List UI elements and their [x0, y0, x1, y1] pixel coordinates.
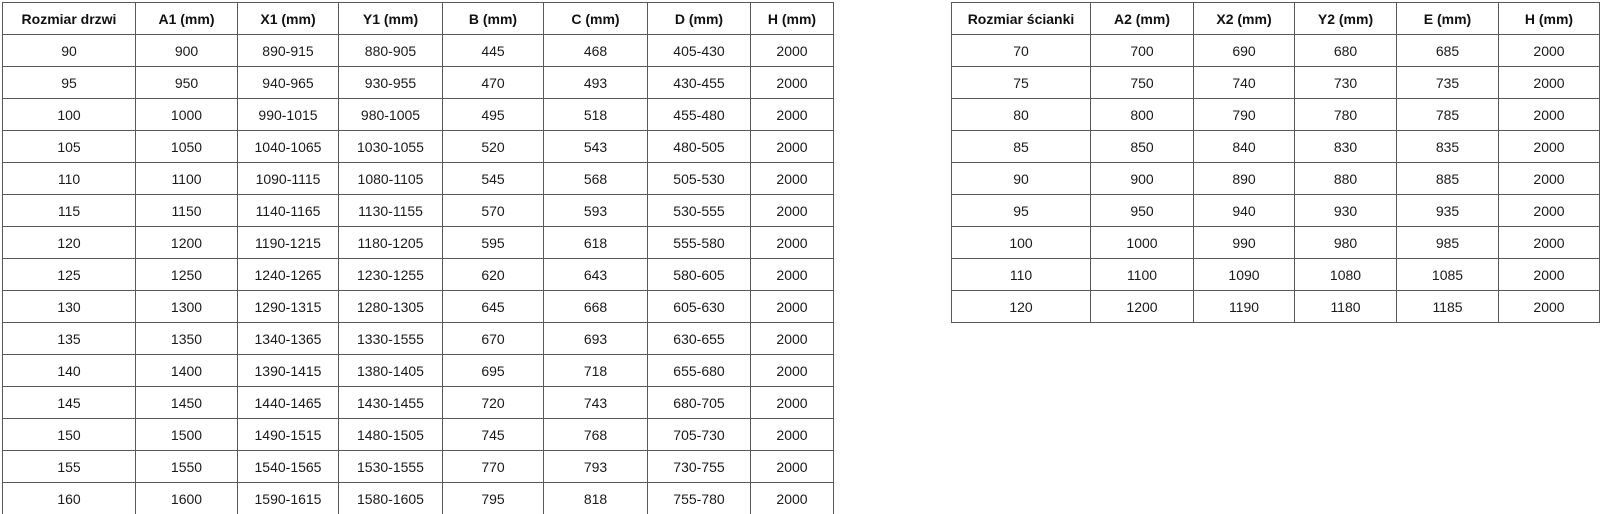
table-cell: 690 [1194, 35, 1295, 67]
table-cell: 755-780 [648, 483, 751, 514]
table-cell: 1100 [136, 163, 238, 195]
table-cell: 740 [1194, 67, 1295, 99]
table-cell: 518 [544, 99, 648, 131]
table-cell: 125 [3, 259, 136, 291]
table-cell: 1550 [136, 451, 238, 483]
table-cell: 670 [443, 323, 544, 355]
table-cell: 1540-1565 [238, 451, 339, 483]
table-cell: 1230-1255 [339, 259, 443, 291]
table-cell: 668 [544, 291, 648, 323]
table-cell: 643 [544, 259, 648, 291]
table-cell: 1080 [1295, 259, 1397, 291]
table-cell: 818 [544, 483, 648, 514]
table-cell: 900 [1091, 163, 1194, 195]
table-cell: 468 [544, 35, 648, 67]
table-cell: 545 [443, 163, 544, 195]
table-cell: 985 [1397, 227, 1499, 259]
table-cell: 840 [1194, 131, 1295, 163]
table-cell: 1300 [136, 291, 238, 323]
table-cell: 830 [1295, 131, 1397, 163]
column-header: H (mm) [1499, 3, 1600, 35]
table-cell: 110 [952, 259, 1091, 291]
table-cell: 1580-1605 [339, 483, 443, 514]
table-cell: 980 [1295, 227, 1397, 259]
table-row [3, 323, 834, 355]
column-header: X2 (mm) [1194, 3, 1295, 35]
table-cell: 1440-1465 [238, 387, 339, 419]
table-cell: 75 [952, 67, 1091, 99]
table-cell: 890-915 [238, 35, 339, 67]
table-cell: 1185 [1397, 291, 1499, 323]
table-cell: 1280-1305 [339, 291, 443, 323]
table-cell: 2000 [751, 387, 834, 419]
table-cell: 750 [1091, 67, 1194, 99]
table-cell: 2000 [1499, 99, 1600, 131]
column-header: D (mm) [648, 3, 751, 35]
table-cell: 95 [952, 195, 1091, 227]
table-cell: 1190 [1194, 291, 1295, 323]
table-cell: 505-530 [648, 163, 751, 195]
table-cell: 800 [1091, 99, 1194, 131]
table-cell: 780 [1295, 99, 1397, 131]
table-cell: 705-730 [648, 419, 751, 451]
table-cell: 405-430 [648, 35, 751, 67]
column-header: Y2 (mm) [1295, 3, 1397, 35]
table-cell: 90 [3, 35, 136, 67]
table-cell: 2000 [751, 67, 834, 99]
table-cell: 110 [3, 163, 136, 195]
table-cell: 430-455 [648, 67, 751, 99]
header-row [952, 3, 1600, 35]
table-cell: 1400 [136, 355, 238, 387]
table-cell: 1450 [136, 387, 238, 419]
table-cell: 1340-1365 [238, 323, 339, 355]
table-cell: 2000 [751, 451, 834, 483]
column-header: B (mm) [443, 3, 544, 35]
table-cell: 1200 [136, 227, 238, 259]
table-cell: 455-480 [648, 99, 751, 131]
table-row [3, 67, 834, 99]
table-cell: 1180-1205 [339, 227, 443, 259]
column-header: Rozmiar drzwi [3, 3, 136, 35]
table-cell: 1350 [136, 323, 238, 355]
table-cell: 1140-1165 [238, 195, 339, 227]
table-cell: 1290-1315 [238, 291, 339, 323]
table-cell: 130 [3, 291, 136, 323]
table-cell: 100 [952, 227, 1091, 259]
table-cell: 105 [3, 131, 136, 163]
table-cell: 940-965 [238, 67, 339, 99]
table-cell: 2000 [751, 483, 834, 514]
table-cell: 890 [1194, 163, 1295, 195]
table-cell: 880-905 [339, 35, 443, 67]
table-cell: 793 [544, 451, 648, 483]
table-cell: 70 [952, 35, 1091, 67]
table-cell: 1090 [1194, 259, 1295, 291]
table-cell: 1085 [1397, 259, 1499, 291]
table-cell: 1150 [136, 195, 238, 227]
table-cell: 2000 [1499, 227, 1600, 259]
table-row [952, 35, 1600, 67]
table-cell: 885 [1397, 163, 1499, 195]
column-header: A1 (mm) [136, 3, 238, 35]
table-cell: 493 [544, 67, 648, 99]
table-cell: 120 [952, 291, 1091, 323]
table-cell: 770 [443, 451, 544, 483]
table-cell: 155 [3, 451, 136, 483]
table-cell: 120 [3, 227, 136, 259]
table-row [952, 67, 1600, 99]
table-cell: 930-955 [339, 67, 443, 99]
table-cell: 520 [443, 131, 544, 163]
table-cell: 693 [544, 323, 648, 355]
table-cell: 100 [3, 99, 136, 131]
table-cell: 1240-1265 [238, 259, 339, 291]
table-cell: 2000 [751, 323, 834, 355]
table-cell: 2000 [751, 291, 834, 323]
table-cell: 2000 [751, 99, 834, 131]
table-row [952, 259, 1600, 291]
table-row [3, 451, 834, 483]
table-row [3, 291, 834, 323]
table-cell: 785 [1397, 99, 1499, 131]
table-cell: 743 [544, 387, 648, 419]
table-cell: 685 [1397, 35, 1499, 67]
column-header: H (mm) [751, 3, 834, 35]
column-header: Rozmiar ścianki [952, 3, 1091, 35]
table-cell: 730 [1295, 67, 1397, 99]
table-cell: 2000 [751, 131, 834, 163]
table-cell: 593 [544, 195, 648, 227]
table-cell: 1600 [136, 483, 238, 514]
table-row [3, 35, 834, 67]
table-cell: 140 [3, 355, 136, 387]
table-cell: 700 [1091, 35, 1194, 67]
table-cell: 1030-1055 [339, 131, 443, 163]
table-cell: 1250 [136, 259, 238, 291]
wall-size-table [951, 2, 1600, 323]
table-cell: 1000 [1091, 227, 1194, 259]
table-cell: 950 [136, 67, 238, 99]
table-cell: 718 [544, 355, 648, 387]
table-cell: 720 [443, 387, 544, 419]
table-cell: 530-555 [648, 195, 751, 227]
table-row [3, 419, 834, 451]
table-cell: 1090-1115 [238, 163, 339, 195]
table-row [3, 195, 834, 227]
table-cell: 150 [3, 419, 136, 451]
table-cell: 2000 [751, 195, 834, 227]
table-row [952, 163, 1600, 195]
table-cell: 1050 [136, 131, 238, 163]
table-cell: 655-680 [648, 355, 751, 387]
header-row [3, 3, 834, 35]
table-row [3, 259, 834, 291]
table-cell: 85 [952, 131, 1091, 163]
table-cell: 2000 [751, 227, 834, 259]
table-cell: 1200 [1091, 291, 1194, 323]
table-cell: 1100 [1091, 259, 1194, 291]
table-cell: 790 [1194, 99, 1295, 131]
table-row [3, 355, 834, 387]
table-cell: 680-705 [648, 387, 751, 419]
table-cell: 2000 [1499, 35, 1600, 67]
table-cell: 2000 [1499, 259, 1600, 291]
table-cell: 850 [1091, 131, 1194, 163]
table-cell: 745 [443, 419, 544, 451]
table-cell: 990 [1194, 227, 1295, 259]
table-row [3, 227, 834, 259]
column-header: E (mm) [1397, 3, 1499, 35]
table-cell: 930 [1295, 195, 1397, 227]
table-cell: 160 [3, 483, 136, 514]
table-cell: 1500 [136, 419, 238, 451]
table-cell: 2000 [1499, 67, 1600, 99]
table-cell: 470 [443, 67, 544, 99]
table-row [952, 291, 1600, 323]
table-cell: 680 [1295, 35, 1397, 67]
column-header: Y1 (mm) [339, 3, 443, 35]
table-cell: 620 [443, 259, 544, 291]
table-cell: 1390-1415 [238, 355, 339, 387]
table-cell: 1330-1555 [339, 323, 443, 355]
table-cell: 570 [443, 195, 544, 227]
table-cell: 768 [544, 419, 648, 451]
table-cell: 1000 [136, 99, 238, 131]
table-cell: 605-630 [648, 291, 751, 323]
table-cell: 555-580 [648, 227, 751, 259]
table-cell: 495 [443, 99, 544, 131]
table-cell: 645 [443, 291, 544, 323]
table-cell: 990-1015 [238, 99, 339, 131]
table-cell: 2000 [751, 355, 834, 387]
table-cell: 1040-1065 [238, 131, 339, 163]
table-cell: 630-655 [648, 323, 751, 355]
table-cell: 730-755 [648, 451, 751, 483]
table-cell: 90 [952, 163, 1091, 195]
table-cell: 1190-1215 [238, 227, 339, 259]
table-cell: 2000 [1499, 131, 1600, 163]
table-cell: 135 [3, 323, 136, 355]
table-row [952, 99, 1600, 131]
table-cell: 695 [443, 355, 544, 387]
table-cell: 950 [1091, 195, 1194, 227]
table-cell: 80 [952, 99, 1091, 131]
table-cell: 1480-1505 [339, 419, 443, 451]
table-row [952, 227, 1600, 259]
table-cell: 1490-1515 [238, 419, 339, 451]
table-row [3, 99, 834, 131]
table-row [952, 195, 1600, 227]
table-cell: 940 [1194, 195, 1295, 227]
table-cell: 1380-1405 [339, 355, 443, 387]
table-cell: 835 [1397, 131, 1499, 163]
table-cell: 880 [1295, 163, 1397, 195]
table-cell: 2000 [751, 419, 834, 451]
table-cell: 568 [544, 163, 648, 195]
table-cell: 2000 [751, 259, 834, 291]
column-header: A2 (mm) [1091, 3, 1194, 35]
table-cell: 1080-1105 [339, 163, 443, 195]
table-row [3, 131, 834, 163]
table-cell: 618 [544, 227, 648, 259]
table-row [952, 131, 1600, 163]
table-cell: 2000 [1499, 163, 1600, 195]
table-cell: 1180 [1295, 291, 1397, 323]
table-cell: 2000 [751, 35, 834, 67]
table-cell: 795 [443, 483, 544, 514]
table-cell: 480-505 [648, 131, 751, 163]
table-cell: 2000 [1499, 291, 1600, 323]
table-cell: 1590-1615 [238, 483, 339, 514]
table-row [3, 387, 834, 419]
table-cell: 1430-1455 [339, 387, 443, 419]
table-cell: 2000 [751, 163, 834, 195]
table-cell: 543 [544, 131, 648, 163]
table-cell: 935 [1397, 195, 1499, 227]
table-cell: 1130-1155 [339, 195, 443, 227]
table-cell: 145 [3, 387, 136, 419]
table-row [3, 483, 834, 514]
table-cell: 900 [136, 35, 238, 67]
table-cell: 445 [443, 35, 544, 67]
table-cell: 980-1005 [339, 99, 443, 131]
column-header: X1 (mm) [238, 3, 339, 35]
table-cell: 95 [3, 67, 136, 99]
table-row [3, 163, 834, 195]
table-cell: 580-605 [648, 259, 751, 291]
table-cell: 1530-1555 [339, 451, 443, 483]
table-cell: 2000 [1499, 195, 1600, 227]
table-cell: 595 [443, 227, 544, 259]
table-cell: 735 [1397, 67, 1499, 99]
table-cell: 115 [3, 195, 136, 227]
column-header: C (mm) [544, 3, 648, 35]
door-size-table [2, 2, 834, 514]
